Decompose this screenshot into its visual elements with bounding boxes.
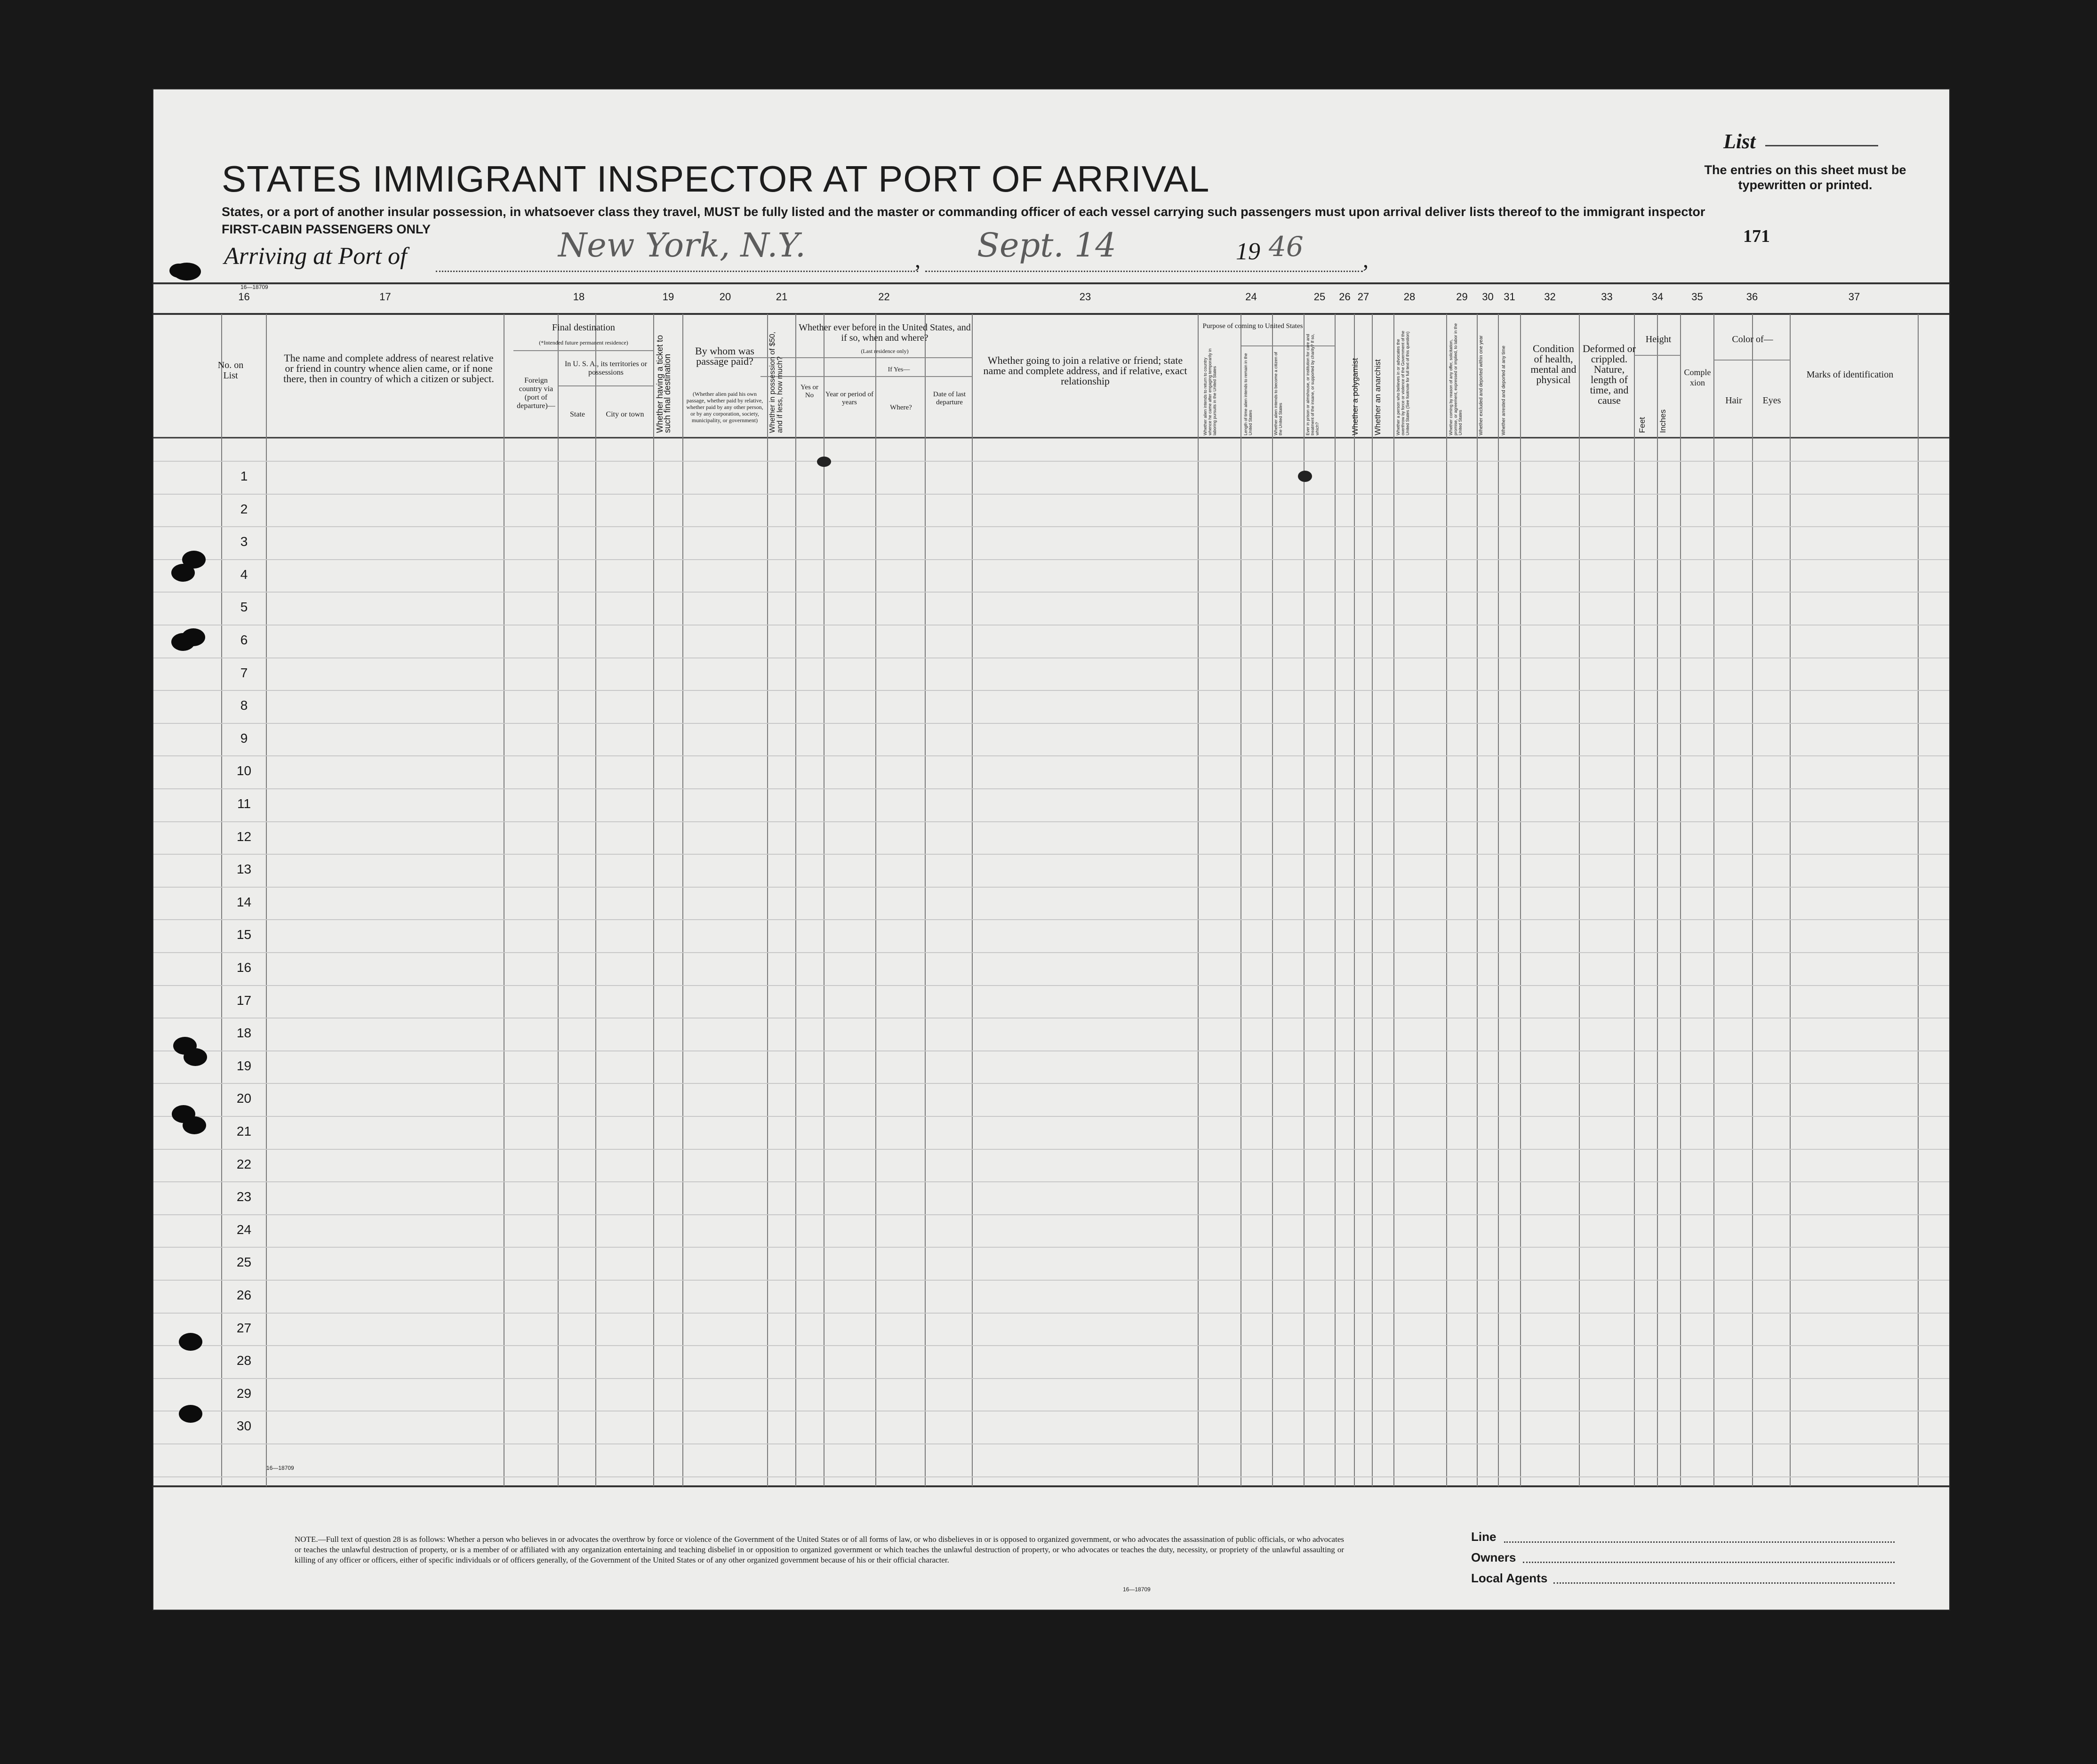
col32-header: Condition of health, mental and physical <box>1530 343 1577 385</box>
col18-us-header: In U. S. A., its territories or possessions <box>564 360 648 377</box>
col22-note: (Last residence only) <box>861 348 909 354</box>
passenger-class: FIRST-CABIN PASSENGERS ONLY <box>222 222 431 236</box>
col19-header: Whether having a ticket to such final destination <box>655 335 672 433</box>
col22-year: Year or period of years <box>825 391 874 406</box>
col24c-header: Whether alien intends to become a citizen of the United States <box>1273 352 1283 435</box>
col22-header: Whether ever before in the United States, and if so, when and where? <box>799 322 971 343</box>
col22-where: Where? <box>890 404 912 411</box>
typewritten-note: The entries on this sheet must be typewritten or printed. <box>1704 163 1906 192</box>
row-number: 1 <box>240 469 248 483</box>
row-number: 29 <box>236 1386 252 1401</box>
col22-ifyes: If Yes— <box>888 366 910 373</box>
col18-state-header: State <box>570 410 585 418</box>
col34-inches: Inches <box>1658 409 1667 433</box>
row-number: 26 <box>236 1288 252 1302</box>
row-number: 6 <box>240 633 248 647</box>
column-number: 31 <box>1504 291 1515 303</box>
col31-header: Whether arrested and deported at any time <box>1501 345 1506 435</box>
col17-header: The name and complete address of nearest relative or friend in country whence alien came, or if none there, then in country of which a citizen or subject. <box>283 352 494 385</box>
col33-header: Deformed or crippled. Nature, length of time, and cause <box>1582 343 1636 406</box>
row-number: 14 <box>236 895 252 909</box>
row-number: 16 <box>236 960 252 975</box>
col34-header: Height <box>1645 334 1672 345</box>
port-value: New York, N.Y. <box>558 226 806 265</box>
row-number: 11 <box>237 796 251 811</box>
port-label: Arriving at Port of <box>224 243 407 270</box>
column-number: 18 <box>573 291 585 303</box>
col18-foreign-header: Foreign country via (port of departure)— <box>517 377 555 410</box>
row-number: 28 <box>236 1353 252 1368</box>
col21-header: Whether in possession of $50, and if less, how much? <box>768 331 784 433</box>
page-number: 171 <box>1743 226 1770 246</box>
row-number: 13 <box>236 862 252 876</box>
row-number: 19 <box>236 1058 252 1073</box>
column-number: 32 <box>1544 291 1556 303</box>
instructions-text: States, or a port of another insular possession, in whatsoever class they travel, MUST be fully listed and the master or commanding officer of each vessel carrying such passengers must upon arrival deliver lists thereof to the immigrant inspector <box>222 205 1705 219</box>
row-number: 12 <box>236 829 252 844</box>
row-number: 17 <box>236 993 252 1008</box>
binder-hole <box>184 1048 207 1066</box>
binder-hole <box>171 633 195 651</box>
row-number: 23 <box>236 1189 252 1204</box>
local-agents-field <box>1553 1582 1895 1584</box>
column-number: 30 <box>1482 291 1494 303</box>
row-number: 3 <box>240 534 248 549</box>
row-number: 30 <box>236 1419 252 1433</box>
col36-hair: Hair <box>1725 395 1742 406</box>
col22-yesno: Yes or No <box>800 384 819 399</box>
col25-header: Ever in prison or almshouse, or institution for care and treatment of the insane, or supported by charity? If so, which? <box>1305 334 1320 435</box>
binder-hole <box>179 1333 202 1351</box>
col26-header: Whether a polygamist <box>1351 358 1360 435</box>
column-number: 37 <box>1848 291 1860 303</box>
row-number: 24 <box>236 1222 252 1237</box>
col20-note: (Whether alien paid his own passage, whether paid by relative, whether paid by any other person, or by any corporation, society, municipality, or government) <box>686 391 763 424</box>
column-number: 36 <box>1746 291 1758 303</box>
row-number: 18 <box>236 1026 252 1040</box>
binder-hole <box>179 1405 202 1423</box>
col18-note: (*Intended future permanent residence) <box>539 339 628 346</box>
year-prefix: 19 <box>1236 238 1260 265</box>
row-number: 8 <box>240 698 248 713</box>
owners-label: Owners <box>1471 1550 1516 1564</box>
column-number: 33 <box>1601 291 1613 303</box>
ink-spot <box>1298 471 1312 482</box>
col24-header: Purpose of coming to United States <box>1202 322 1303 330</box>
column-number: 22 <box>878 291 890 303</box>
form-code-top: 16—18709 <box>240 284 268 290</box>
binder-hole <box>169 264 188 278</box>
col37-header: Marks of identification <box>1806 369 1894 380</box>
col28-header: Whether a person who believes in or advocates the overthrow by force or violence of the Government of the United States (See footnote for full text of this question) <box>1396 330 1410 435</box>
row-number: 27 <box>236 1321 252 1335</box>
column-number: 17 <box>379 291 391 303</box>
row-number: 4 <box>240 567 248 582</box>
col20-header: By whom was passage paid? <box>695 345 754 367</box>
line-field <box>1504 1541 1895 1543</box>
binder-hole <box>183 1116 206 1134</box>
row-number: 21 <box>236 1124 252 1139</box>
column-number: 28 <box>1403 291 1416 303</box>
year-value: 46 <box>1269 231 1304 263</box>
col23-header: Whether going to join a relative or friend; state name and complete address, and if relative, exact relationship <box>983 354 1187 387</box>
row-number: 20 <box>236 1091 252 1106</box>
column-number: 26 <box>1339 291 1351 303</box>
row-number: 9 <box>240 731 248 746</box>
owners-field <box>1523 1562 1895 1563</box>
col36-header: Color of— <box>1732 334 1773 345</box>
local-agents-label: Local Agents <box>1471 1571 1548 1585</box>
date-value: Sept. 14 <box>977 226 1116 265</box>
col29-header: Whether coming by reason of any offer, solicitation, promise, or agreement, expressed or implied, to labor in the United States <box>1449 323 1463 435</box>
col27-header: Whether an anarchist <box>1373 359 1382 435</box>
manifest-grid <box>153 89 1949 1610</box>
column-number: 29 <box>1456 291 1468 303</box>
footnote-question-28: NOTE.—Full text of question 28 is as follows: Whether a person who believes in or advocates the overthrow by force or violence of the Government of the United States or of all forms of law, or who disbelieves in or is opposed to organized government, or who advocates the assassination of public officials, or who advocates or teaches the unlawful destruction of property, or is a member of or affiliated with any organization entertaining and teaching disbelief in or opposition to organized government or which teaches the unlawful destruction of property, or who advocates or teaches the duty, necessity, or propriety of the unlawful assaulting or killing of any officer or officers, either of specific individuals or of officers generally, of the Government of the United States or of any other organized government because of his or their official character. <box>295 1535 1344 1564</box>
column-number: 34 <box>1651 291 1664 303</box>
col30-header: Whether excluded and deported within one year <box>1479 335 1484 435</box>
column-number: 24 <box>1245 291 1257 303</box>
column-number: 35 <box>1691 291 1703 303</box>
row-number: 2 <box>240 502 248 516</box>
form-code-bottom: 16—18709 <box>266 1465 294 1471</box>
binder-hole <box>171 564 195 582</box>
row-number: 25 <box>236 1255 252 1269</box>
ink-spot <box>817 457 831 467</box>
column-number: 20 <box>719 291 731 303</box>
page-title: STATES IMMIGRANT INSPECTOR AT PORT OF ARRIVAL <box>222 158 1210 200</box>
column-number: 21 <box>776 291 788 303</box>
manifest-sheet: STATES IMMIGRANT INSPECTOR AT PORT OF ARRIVAL States, or a port of another insular possession, in whatsoever class they travel, MUST be fully listed and the master or commanding officer of each vessel carrying such passengers must upon arrival deliver lists thereof to the immigrant inspector FIRST-CABIN PASSENGERS ONLY Arriving at Port of New York, N.Y. , Sept. 14 , 19 46 List The entries on this sheet must be typewritten or printed. 171 16—18709 16 17 18 19 20 21 22 23 24 25 26 27 28 29 30 31 32 33 34 35 36 37 No. on List The name and complete address of nearest relative or friend in country whence alien came, or if none there, then in country of which a citizen or subject. Final destination (*Intended future permanent residence) In U. S. A., its territories or possessions Foreign country via (port of departure)— State City or town Whether having a ticket to such final destination By whom was passage paid? (Whether alien paid his own passage, whether paid by relative, whether paid by any other person, or by any corporation, society, municipality, or government) Whether in possession of $50, and if less, how much? Whether ever before in the United States, and if so, when and where? (Last residence only) If Yes— Yes or No Year or period of years Where? Date of last departure Whether going to join a relative or friend; state name and complete address, and if relative, exact relationship Purpose of coming to United States Whether alien intends to return to country whence he came after engaging temporarily in laboring pursuits in the United States Length of time alien intends to remain in the United States Whether alien intends to become a citizen of the United States Ever in prison or almshouse, or institution for care and treatment of the insane, or supported by charity? If so, which? Whether a polygamist Whether an anarchist Whether a person who believes in or advocates the overthrow by force or violence of the Government of the United States (See footnote for full text of this question) Whether coming by reason of any offer, solicitation, promise, or agreement, expressed or implied, to labor in the United States Whether excluded and deported within one year Whether arrested and deported at any time Condition of health, mental and physical Deformed or crippled. Nature, length of time, and cause Height Feet Inches Complexion Color of— Hair Eyes Marks of identification 1 2 3 4 5 6 7 8 9 10 11 12 13 14 15 16 17 18 19 20 21 22 23 24 25 26 27 28 29 30 16—18709 NOTE.—Full text of question 28 is as follows: Whether a person who believes in or advocates the overthrow by force or violence of the Government of the United States or of all forms of law, or who disbelieves in or is opposed to organized government, or who advocates the assassination of public officials, or who advocates or teaches the unlawful destruction of property, or is a member of or affiliated with any organization entertaining and teaching disbelief in or opposition to organized government or which teaches the unlawful destruction of property, or who advocates or teaches the duty, necessity, or propriety of the unlawful assaulting or killing of any officer or officers, either of specific individuals or of officers generally, of the Government of the United States or of any other organized government because of his or their official character. 16—18709 Line Owners Local Agents <box>153 89 1949 1610</box>
list-label: List <box>1723 130 1756 153</box>
row-number: 22 <box>236 1157 252 1171</box>
col18-city-header: City or town <box>606 410 644 418</box>
line-label: Line <box>1471 1530 1497 1544</box>
col24b-header: Length of time alien intends to remain in the United States <box>1243 353 1253 435</box>
row-number: 5 <box>240 600 248 614</box>
col16-header: No. on List <box>217 360 244 381</box>
column-number: 19 <box>662 291 674 303</box>
column-number: 27 <box>1357 291 1369 303</box>
col18-header: Final destination <box>552 322 615 333</box>
col36-eyes: Eyes <box>1762 395 1781 406</box>
row-number: 7 <box>240 666 248 680</box>
column-number: 25 <box>1313 291 1326 303</box>
col22-date: Date of last departure <box>933 391 966 406</box>
col35-header: Complexion <box>1684 368 1711 387</box>
column-number: 16 <box>238 291 250 303</box>
column-number: 23 <box>1079 291 1091 303</box>
row-number: 10 <box>236 763 252 778</box>
col24a-header: Whether alien intends to return to country whence he came after engaging temporarily in laboring pursuits in the United States <box>1203 348 1217 435</box>
col34-feet: Feet <box>1638 417 1647 433</box>
footnote-code: 16—18709 <box>1123 1586 1151 1593</box>
row-number: 15 <box>236 927 252 942</box>
